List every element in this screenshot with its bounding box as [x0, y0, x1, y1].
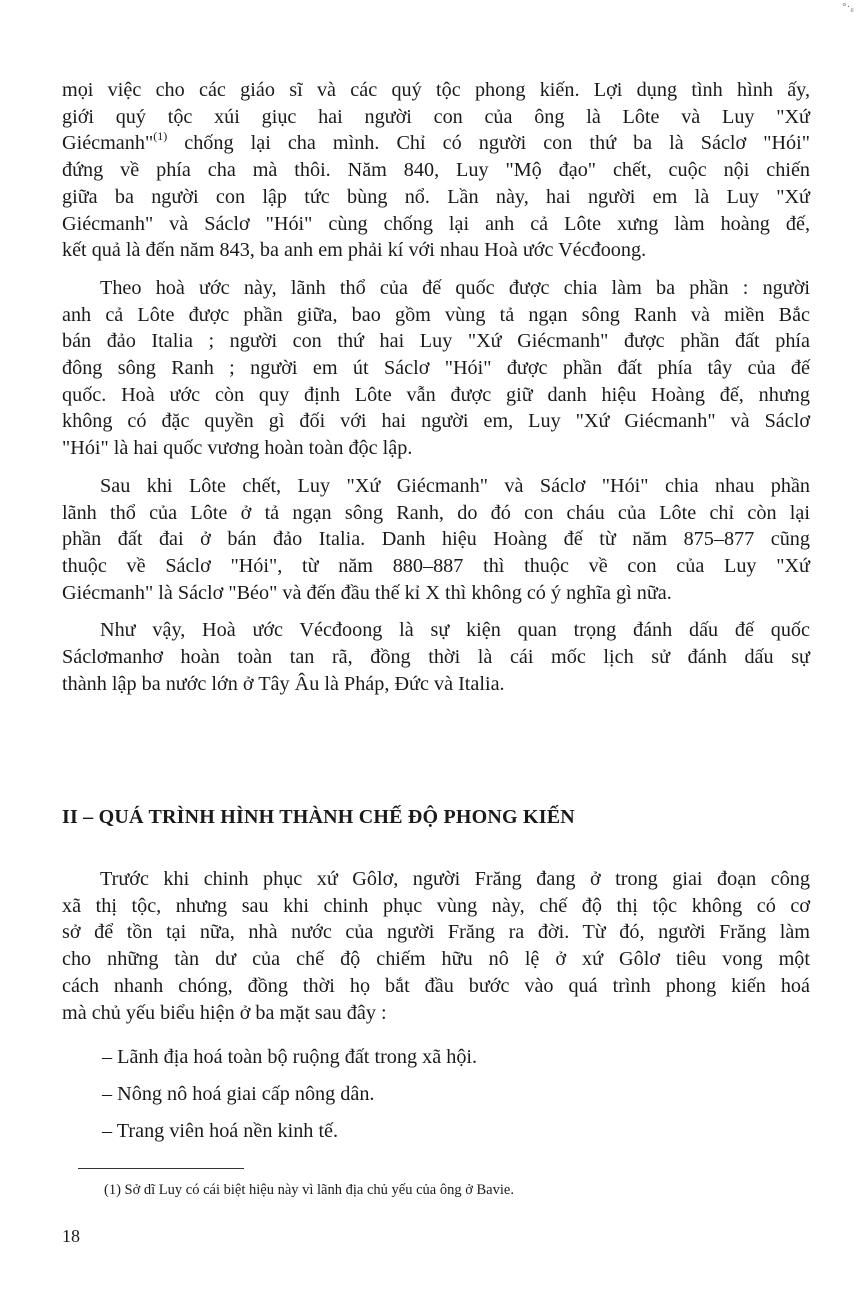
text-line: Giécmanh" và Sáclơ "Hói" cùng chống lại anh cả Lôte xưng làm hoàng đế,	[62, 212, 810, 235]
footnote: (1) Sở dĩ Luy có cái biệt hiệu này vì lãnh địa chủ yếu của ông ở Bavie.	[104, 1182, 514, 1198]
text-line: thành lập ba nước lớn ở Tây Âu là Pháp, Đức và Italia.	[62, 672, 505, 695]
page-number: 18	[62, 1226, 80, 1246]
paragraph-4	[62, 617, 810, 697]
text-line: thuộc về Sáclơ "Hói", từ năm 880–887 thì thuộc về con của Luy "Xứ	[62, 554, 810, 577]
footnote-ref: (1)	[153, 129, 168, 144]
text-line: mà chủ yếu biểu hiện ở ba mặt sau đây :	[62, 1001, 387, 1024]
text-line: đông sông Ranh ; người em út Sáclơ "Hói" được phần đất phía tây của đế	[62, 357, 810, 380]
list-item: – Lãnh địa hoá toàn bộ ruộng đất trong xã hội.	[102, 1046, 478, 1068]
text-line: giới quý tộc xúi giục hai người con của ông là Lôte và Luy "Xứ	[62, 105, 810, 128]
footnote-divider	[78, 1168, 244, 1169]
text-line: Như vậy, Hoà ước Vécđoong là sự kiện quan trọng đánh dấu đế quốc	[100, 619, 810, 642]
text-line: cách nhanh chóng, đồng thời họ bắt đầu bước vào quá trình phong kiến hoá	[62, 974, 810, 997]
text-line: đứng về phía cha mà thôi. Năm 840, Luy "Mộ đạo" chết, cuộc nội chiến	[62, 159, 810, 182]
text-line: mọi việc cho các giáo sĩ và các quý tộc phong kiến. Lợi dụng tình hình ấy,	[62, 79, 810, 101]
text-block-top	[62, 77, 810, 697]
paragraph-5	[62, 866, 810, 1026]
paragraph-2	[62, 275, 810, 462]
text-line: kết quả là đến năm 843, ba anh em phải kí với nhau Hoà ước Vécđoong.	[62, 239, 647, 262]
text-line: cho những tàn dư của chế độ chiếm hữu nô lệ ở xứ Gôlơ tiêu vong một	[62, 948, 810, 971]
text-line: Theo hoà ước này, lãnh thổ của đế quốc được chia làm ba phần : người	[100, 276, 810, 299]
text-line: lãnh thổ của Lôte ở tả ngạn sông Ranh, do đó con cháu của Lôte chỉ còn lại	[62, 501, 810, 524]
text-line: Trước khi chinh phục xứ Gôlơ, người Frăng đang ở trong giai đoạn công	[100, 868, 810, 890]
text-line: Sáclơmanhơ hoàn toàn tan rã, đồng thời là cái mốc lịch sử đánh dấu sự	[62, 646, 810, 669]
text-line: Giécmanh" là Sáclơ "Béo" và đến đầu thế kỉ X thì không có ý nghĩa gì nữa.	[62, 581, 672, 604]
text-line: Giécmanh"$^{(1)}$ chống lại cha mình. Chỉ có người con thứ ba là Sáclơ "Hói"	[62, 129, 810, 155]
paragraph-3	[62, 473, 810, 607]
list-item: – Nông nô hoá giai cấp nông dân.	[102, 1083, 375, 1105]
paragraph-1	[62, 77, 810, 264]
corner-mark: °·₆	[842, 2, 855, 13]
text-line: không có đặc quyền gì đối với hai người em, Luy "Xứ Giécmanh" và Sáclơ	[62, 410, 810, 433]
text-block-bottom	[62, 866, 810, 1026]
list-item: – Trang viên hoá nền kinh tế.	[102, 1120, 339, 1142]
text-line: xã thị tộc, nhưng sau khi chinh phục vùng này, chế độ thị tộc không có cơ	[62, 894, 810, 917]
text-line: giữa ba người con lập tức bùng nổ. Lần này, hai người em là Luy "Xứ	[62, 185, 810, 208]
text-line: sở để tồn tại nữa, nhà nước của người Frăng ra đời. Từ đó, người Frăng làm	[62, 921, 810, 944]
text-line: Sau khi Lôte chết, Luy "Xứ Giécmanh" và Sáclơ "Hói" chia nhau phần	[100, 474, 810, 497]
text-line: anh cả Lôte được phần giữa, bao gồm vùng tả ngạn sông Ranh và miền Bắc	[62, 303, 810, 326]
section-heading: II – QUÁ TRÌNH HÌNH THÀNH CHẾ ĐỘ PHONG KIẾN	[62, 806, 575, 828]
text-line: bán đảo Italia ; người con thứ hai Luy "Xứ Giécmanh" được phần đất phía	[62, 330, 810, 353]
text-line: quốc. Hoà ước còn quy định Lôte vẫn được giữ danh hiệu Hoàng đế, nhưng	[62, 383, 810, 406]
text-line: "Hói" là hai quốc vương hoàn toàn độc lập.	[62, 437, 413, 460]
text-line: phần đất đai ở bán đảo Italia. Danh hiệu Hoàng đế từ năm 875–877 cũng	[62, 528, 810, 551]
